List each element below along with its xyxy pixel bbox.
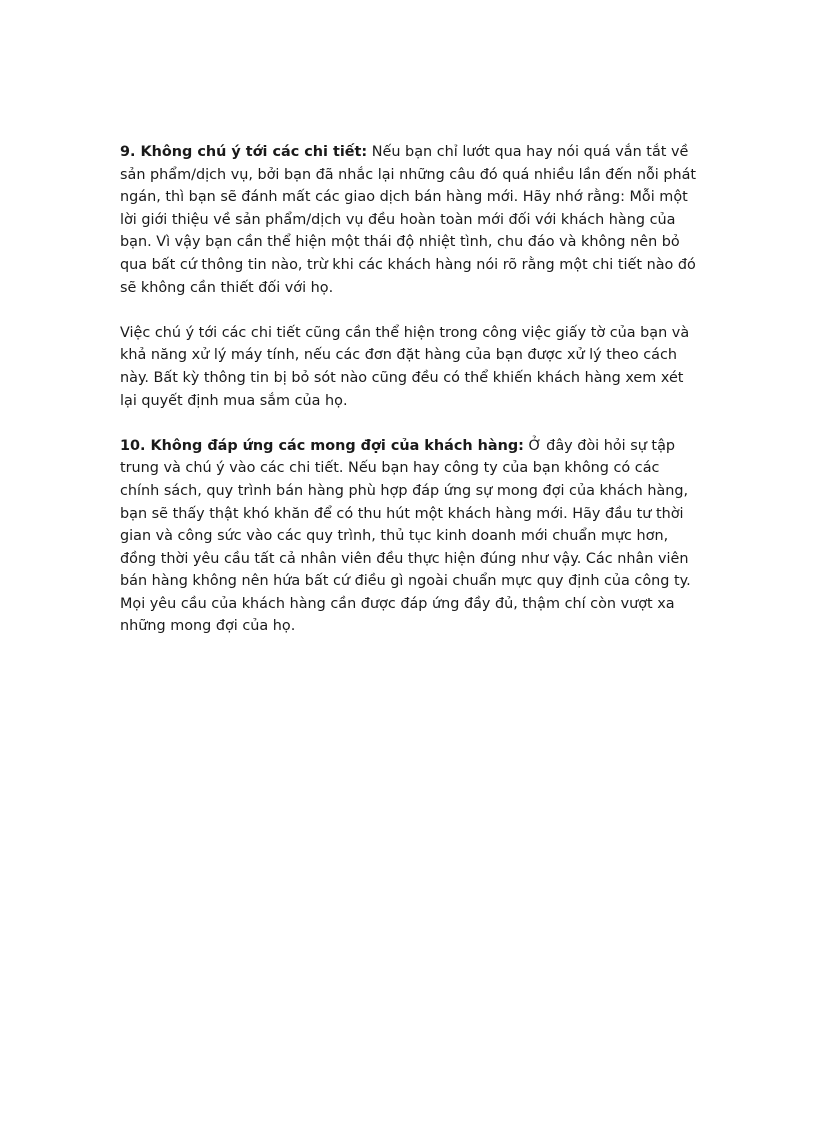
section-10-heading: 10. Không đáp ứng các mong đợi của khách hàng:: [120, 437, 524, 454]
section-9-heading: 9. Không chú ý tới các chi tiết:: [120, 144, 368, 160]
paragraph-section-10: [120, 435, 700, 638]
details-followup-text: Việc chú ý tới các chi tiết cũng cần thể hiện trong công việc giấy tờ của bạn và khả năng xử lý máy tính, nếu các đơn đặt hàng của bạn được xử lý theo cách này. Bất kỳ thông tin bị bỏ sót nào cũng đều có thể khiến khách hàng xem xét lại quyết định mua sắm của họ.: [120, 324, 690, 409]
paragraph-details-followup: [120, 322, 700, 412]
section-9-text: Nếu bạn chỉ lướt qua hay nói quá vắn tắt về sản phẩm/dịch vụ, bởi bạn đã nhắc lại những câu đó quá nhiều lần đến nỗi phát ngán, thì bạn sẽ đánh mất các giao dịch bán hàng mới. Hãy nhớ rằng: Mỗi một lời giới thiệu về sản phẩm/dịch vụ đều hoàn toàn mới đối với khách hàng của bạn. Vì vậy bạn cần thể hiện một thái độ nhiệt tình, chu đáo và không nên bỏ qua bất cứ thông tin nào, trừ khi các khách hàng nói rõ rằng một chi tiết nào đó sẽ không cần thiết đối với họ.: [120, 144, 697, 296]
document-page: [120, 141, 700, 661]
section-10-text: Ở đây đòi hỏi sự tập trung và chú ý vào các chi tiết. Nếu bạn hay công ty của bạn không có các chính sách, quy trình bán hàng phù hợp đáp ứng sự mong đợi của khách hàng, bạn sẽ thấy thật khó khăn để có thu hút một khách hàng mới. Hãy đầu tư thời gian và công sức vào các quy trình, thủ tục kinh doanh mới chuẩn mực hơn, đồng thời yêu cầu tất cả nhân viên đều thực hiện đúng như vậy. Các nhân viên bán hàng không nên hứa bất cứ điều gì ngoài chuẩn mực quy định của công ty. Mọi yêu cầu của khách hàng cần được đáp ứng đầy đủ, thậm chí còn vượt xa những mong đợi của họ.: [120, 437, 691, 635]
paragraph-section-9: [120, 141, 700, 299]
